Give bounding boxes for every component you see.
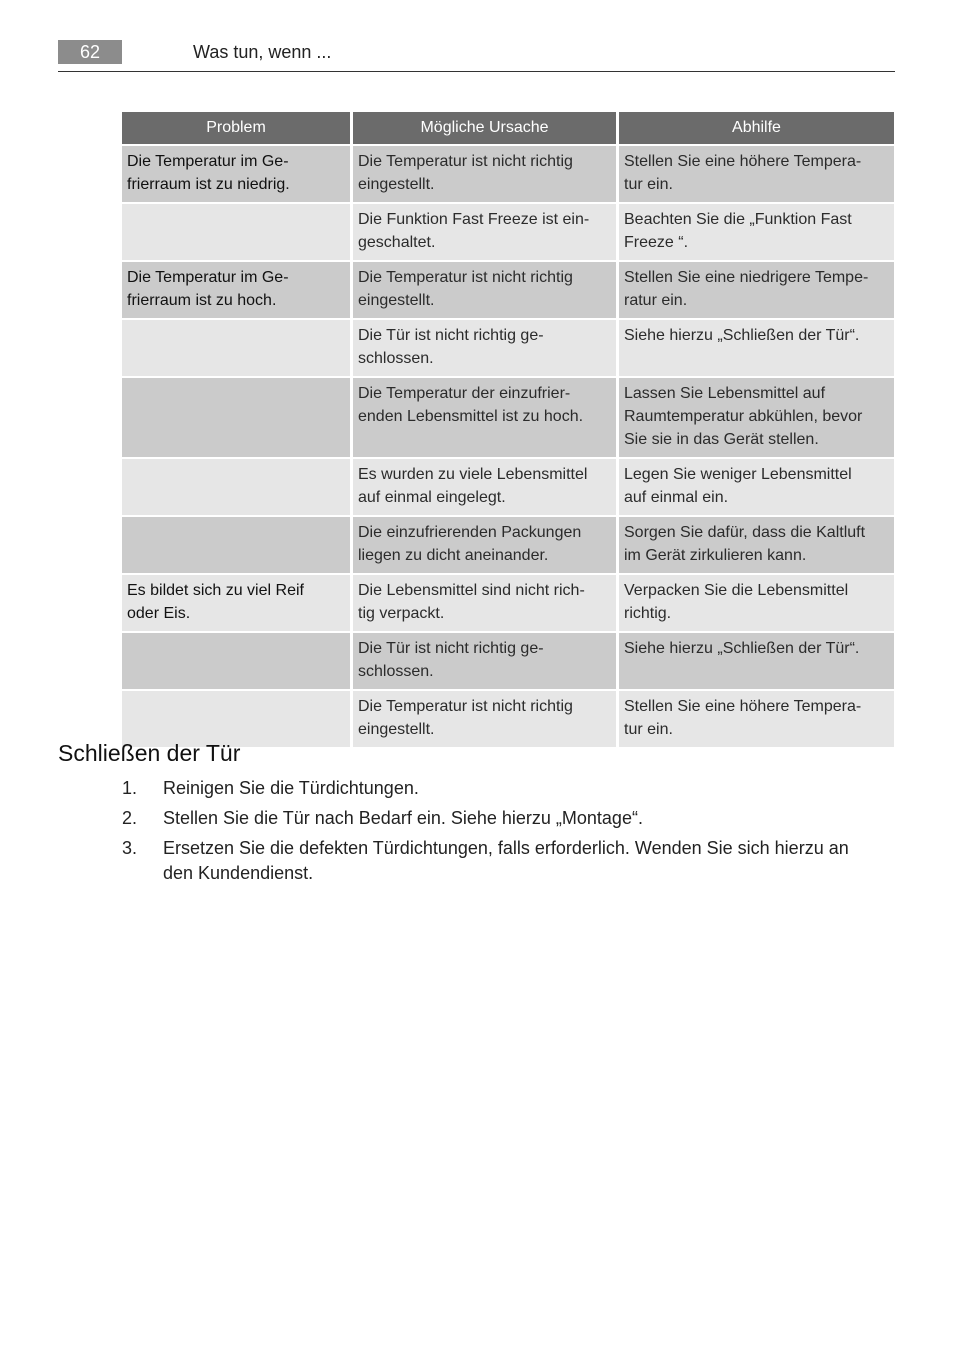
remedy-cell: Sorgen Sie dafür, dass die Kaltluft im Gerät zirkulieren kann. (619, 517, 894, 575)
table-row (122, 378, 894, 459)
problem-cell (122, 378, 353, 459)
step-number: 1. (122, 778, 138, 798)
step-text: Ersetzen Sie die defekten Türdichtungen, falls erforderlich. Wenden Sie sich hierzu an den Kundendienst. (163, 838, 849, 883)
remedy-cell: Stellen Sie eine niedrigere Tempe- ratur ein. (619, 262, 894, 320)
problem-cell (122, 204, 353, 262)
table-row (122, 146, 894, 204)
column-header-problem: Problem (122, 112, 353, 146)
remedy-cell: Legen Sie weniger Lebensmittel auf einmal ein. (619, 459, 894, 517)
table-row (122, 320, 894, 378)
page-header (58, 40, 895, 72)
cause-cell: Es wurden zu viele Lebensmittel auf einmal eingelegt. (353, 459, 619, 517)
cause-cell: Die Temperatur der einzufrier- enden Lebensmittel ist zu hoch. (353, 378, 619, 459)
step-text: Stellen Sie die Tür nach Bedarf ein. Siehe hierzu „Montage“. (163, 808, 643, 828)
remedy-cell: Siehe hierzu „Schließen der Tür“. (619, 633, 894, 691)
problem-cell (122, 633, 353, 691)
cause-cell: Die Temperatur ist nicht richtig eingestellt. (353, 262, 619, 320)
step-number: 2. (122, 808, 138, 828)
column-header-remedy: Abhilfe (619, 112, 894, 146)
cause-cell: Die Lebensmittel sind nicht rich- tig verpackt. (353, 575, 619, 633)
problem-cell: Die Temperatur im Ge- frierraum ist zu hoch. (122, 262, 353, 320)
table-row (122, 204, 894, 262)
table-row (122, 459, 894, 517)
table-row (122, 633, 894, 691)
column-header-cause: Mögliche Ursache (353, 112, 619, 146)
step-number: 3. (122, 838, 138, 858)
troubleshooting-table (122, 112, 894, 749)
table-header-row (122, 112, 894, 146)
table-row (122, 517, 894, 575)
table-row (122, 575, 894, 633)
remedy-cell: Stellen Sie eine höhere Tempera- tur ein. (619, 691, 894, 749)
list-item (122, 806, 892, 831)
problem-cell (122, 459, 353, 517)
list-item (122, 776, 892, 801)
remedy-cell: Siehe hierzu „Schließen der Tür“. (619, 320, 894, 378)
table-row (122, 262, 894, 320)
cause-cell: Die einzufrierenden Packungen liegen zu dicht aneinander. (353, 517, 619, 575)
running-section-title: Was tun, wenn ... (193, 42, 332, 62)
page-number: 62 (58, 40, 122, 64)
door-steps-list (122, 776, 892, 891)
remedy-cell: Beachten Sie die „Funktion Fast Freeze “. (619, 204, 894, 262)
remedy-cell: Lassen Sie Lebensmittel auf Raumtemperatur abkühlen, bevor Sie sie in das Gerät stellen. (619, 378, 894, 459)
cause-cell: Die Temperatur ist nicht richtig eingestellt. (353, 691, 619, 749)
remedy-cell: Stellen Sie eine höhere Tempera- tur ein. (619, 146, 894, 204)
list-item (122, 836, 892, 886)
cause-cell: Die Tür ist nicht richtig ge- schlossen. (353, 633, 619, 691)
problem-cell (122, 320, 353, 378)
step-text: Reinigen Sie die Türdichtungen. (163, 778, 419, 798)
door-section-heading: Schließen der Tür (58, 740, 241, 766)
cause-cell: Die Tür ist nicht richtig ge- schlossen. (353, 320, 619, 378)
problem-cell (122, 517, 353, 575)
problem-cell: Die Temperatur im Ge- frierraum ist zu niedrig. (122, 146, 353, 204)
cause-cell: Die Temperatur ist nicht richtig eingestellt. (353, 146, 619, 204)
problem-cell: Es bildet sich zu viel Reif oder Eis. (122, 575, 353, 633)
cause-cell: Die Funktion Fast Freeze ist ein- geschaltet. (353, 204, 619, 262)
remedy-cell: Verpacken Sie die Lebensmittel richtig. (619, 575, 894, 633)
